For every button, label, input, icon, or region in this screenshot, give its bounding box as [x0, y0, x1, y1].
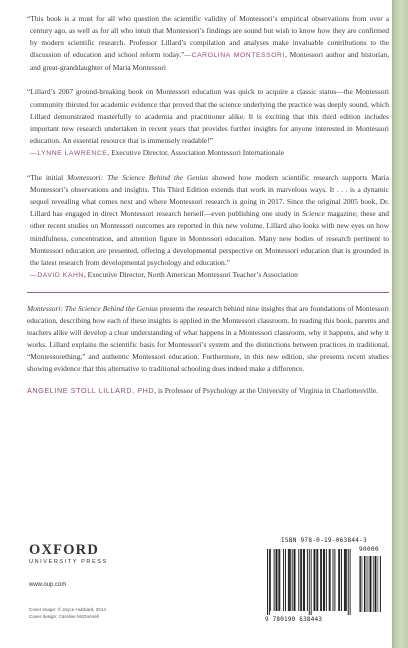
- barcode-bar: [267, 549, 268, 615]
- barcode-bar: [330, 549, 331, 611]
- barcode-bar: [326, 549, 327, 611]
- publisher-website: www.oup.com: [29, 582, 67, 588]
- barcode-bar: [320, 549, 321, 611]
- barcode-bar: [333, 549, 334, 611]
- quote-book-title: Montessori: The Science Behind the Genius: [67, 173, 209, 183]
- spine-color-band: [392, 0, 408, 648]
- barcode-bar: [344, 549, 345, 611]
- barcode-bar: [311, 549, 312, 615]
- barcode-bar: [276, 549, 277, 611]
- barcode-addon-bar: [380, 556, 381, 612]
- quote-text: “This book is a must for all who question the scientific validity of Montessori’s empirical observations from over a century ago, as well as for all who intuit that Montessori’s findings are sound but wish to know how they are confirmed by modern scientific research. Professor Lillard’s compilation and analyses make invaluable contributions to the discussion of education and school reform today.”: [27, 14, 389, 60]
- cover-credits: [29, 607, 106, 620]
- barcode-bar: [323, 549, 324, 611]
- barcode-bar: [324, 549, 325, 611]
- barcode-bar: [279, 549, 280, 611]
- barcode-bar: [348, 549, 349, 615]
- quote-magazine-title: Science: [302, 209, 325, 219]
- endorsement-kahn: [27, 172, 389, 282]
- barcode-addon-bar: [359, 556, 360, 612]
- quote-attribution-title: , Montessori author and historian, and great-granddaughter of Maria Montessori: [30, 50, 389, 73]
- barcode-addon-bar: [362, 556, 363, 612]
- barcode-bar: [317, 549, 318, 611]
- quote-text-end: magazine; these and other recent studies on Montessori outcomes are reported in this new volume. Lillard also looks with new eyes on how mindfulness, concentration, and attention figure in Montessori education. Many new bodies of research pertinent to Montessori education are presented, offering a developmental perspective on Montessori education that is grounded in the latest research from developmental psychology and education.”: [30, 209, 389, 267]
- barcode-bar: [314, 549, 315, 611]
- quote-attribution-title: , Executive Director, North American Montessori Teacher’s Association: [83, 269, 298, 279]
- barcode-bar: [334, 549, 335, 611]
- barcode-bar: [289, 549, 290, 611]
- barcode-addon-bar: [364, 556, 365, 612]
- barcode-addon-bar: [374, 556, 375, 612]
- barcode-bar: [345, 549, 346, 611]
- barcode-addon-bar: [380, 556, 381, 612]
- barcode-bar: [294, 549, 295, 611]
- author-bio-text: , is Professor of Psychology at the University of Virginia in Charlottesville.: [154, 386, 379, 396]
- quote-attribution-title: , Executive Director, Association Montessori Internationale: [107, 147, 285, 157]
- barcode-addon-bar: [376, 556, 377, 612]
- description-text: presents the research behind nine insights that are foundations of Montessori education, describing how each of these insights is applied in the Montessori classroom. In reading this book, parents and teachers alike will develop a clear understanding of what happens in a Montessori classroom, why it happens, and why it works. Lillard explains the scientific basis for Montessori’s system and the distinctions between practices in traditional, “Montessorething,” and authentic Montessori education. Furthermore, in this new edition, she presents recent studies showing evidence that this alternative to traditional schooling does indeed make a difference.: [27, 303, 389, 374]
- description-book-title: Montessori: The Science Behind the Genius: [27, 303, 158, 313]
- barcode-bar: [309, 549, 310, 615]
- barcode-bar: [341, 549, 342, 611]
- barcode-addon-bar: [360, 556, 361, 612]
- barcode-bar: [346, 549, 347, 611]
- barcode-addon-bar: [365, 556, 366, 612]
- barcode-addon-bar: [377, 556, 378, 612]
- barcode-addon-bar: [372, 556, 373, 612]
- barcode-bar: [274, 549, 275, 611]
- barcode-bar: [315, 549, 316, 611]
- addon-digits: 90000: [359, 546, 380, 553]
- barcode-addon-bar: [378, 556, 379, 612]
- barcode-bar: [292, 549, 293, 611]
- barcode-bar: [316, 549, 317, 611]
- isbn-label: ISBN 978-0-19-063844-3: [280, 537, 368, 544]
- barcode-addon-bar: [373, 556, 374, 612]
- isbn-barcode-block: [265, 537, 383, 624]
- barcode-bar: [283, 549, 284, 611]
- endorsement-lawrence: [27, 86, 389, 160]
- barcode-addon-bar: [368, 556, 369, 612]
- quote-attribution-name: —DAVID KAHN: [30, 271, 84, 279]
- quote-text-start: “The initial: [27, 173, 68, 183]
- quote-attribution-name: —CAROLINA MONTESSORI: [184, 52, 285, 60]
- barcode-bar: [290, 549, 291, 611]
- barcode-bar: [329, 549, 330, 611]
- barcode-bar: [270, 549, 271, 611]
- barcode-bar: [288, 549, 289, 611]
- publisher-logo: [29, 543, 108, 565]
- barcode-bar: [269, 549, 270, 615]
- cover-image-credit: Cover image: © Joyce Hubbard, 2014: [29, 607, 106, 612]
- section-divider: [27, 292, 389, 293]
- barcode-image: [265, 546, 383, 616]
- book-description: [27, 303, 389, 376]
- barcode-addon-bar: [370, 556, 371, 612]
- barcode-bar: [307, 549, 308, 611]
- barcode-addon-bar: [371, 556, 372, 612]
- publisher-name: OXFORD: [29, 542, 100, 558]
- barcode-addon-bar: [369, 556, 370, 612]
- barcode-bar: [278, 549, 279, 611]
- barcode-bar: [304, 549, 305, 611]
- quote-text: “Lillard’s 2007 ground-breaking book on Montessori education was quick to acquire a classic status—the Montessori community thirsted for academic evidence that proved that the science underlying the practice was deeply sound, which Lillard demonstrated masterfully to academia and practitioner alike. It is exciting that this third edition includes important new research undertaken in recent years that provides further insights for anyone interested in Montessori education. An essential resource that is immensely readable!”: [27, 87, 389, 145]
- barcode-bar: [301, 549, 302, 611]
- barcode: [265, 546, 383, 624]
- barcode-addon-bar: [361, 556, 362, 612]
- barcode-bar: [298, 549, 299, 611]
- ean-digits: 9 780190 638443: [265, 616, 323, 623]
- quote-attribution-name: —LYNNE LAWRENCE: [30, 149, 108, 157]
- back-cover-text: [27, 13, 389, 398]
- barcode-addon-bar: [375, 556, 376, 612]
- barcode-bar: [285, 549, 286, 611]
- barcode-bar: [338, 549, 339, 611]
- barcode-addon-bar: [366, 556, 367, 612]
- barcode-bar: [295, 549, 296, 611]
- publisher-subtitle: UNIVERSITY PRESS: [29, 559, 108, 565]
- cover-design-credit: Cover design: Caroline McDonnell: [29, 613, 99, 619]
- barcode-addon-bar: [367, 556, 368, 612]
- barcode-bar: [303, 549, 304, 611]
- author-name: ANGELINE STOLL LILLARD, PHD: [27, 386, 155, 396]
- barcode-bar: [300, 549, 301, 611]
- barcode-bar: [339, 549, 340, 611]
- endorsement-montessori: [27, 13, 389, 74]
- author-bio: [27, 385, 389, 397]
- quote-text-middle: showed how modern scientific research supports Maria Montessori’s observations and insights. This Third Edition extends that work in marvelous ways. It . . . is a dynamic sequel revealing what comes next and where Montessori research is going in 2017. Since the original 2005 book, Dr. Lillard has engaged in direct Montessori research herself—even publishing one study in: [30, 173, 390, 219]
- barcode-bar: [350, 549, 351, 615]
- barcode-bar: [321, 549, 322, 611]
- barcode-bar: [277, 549, 278, 611]
